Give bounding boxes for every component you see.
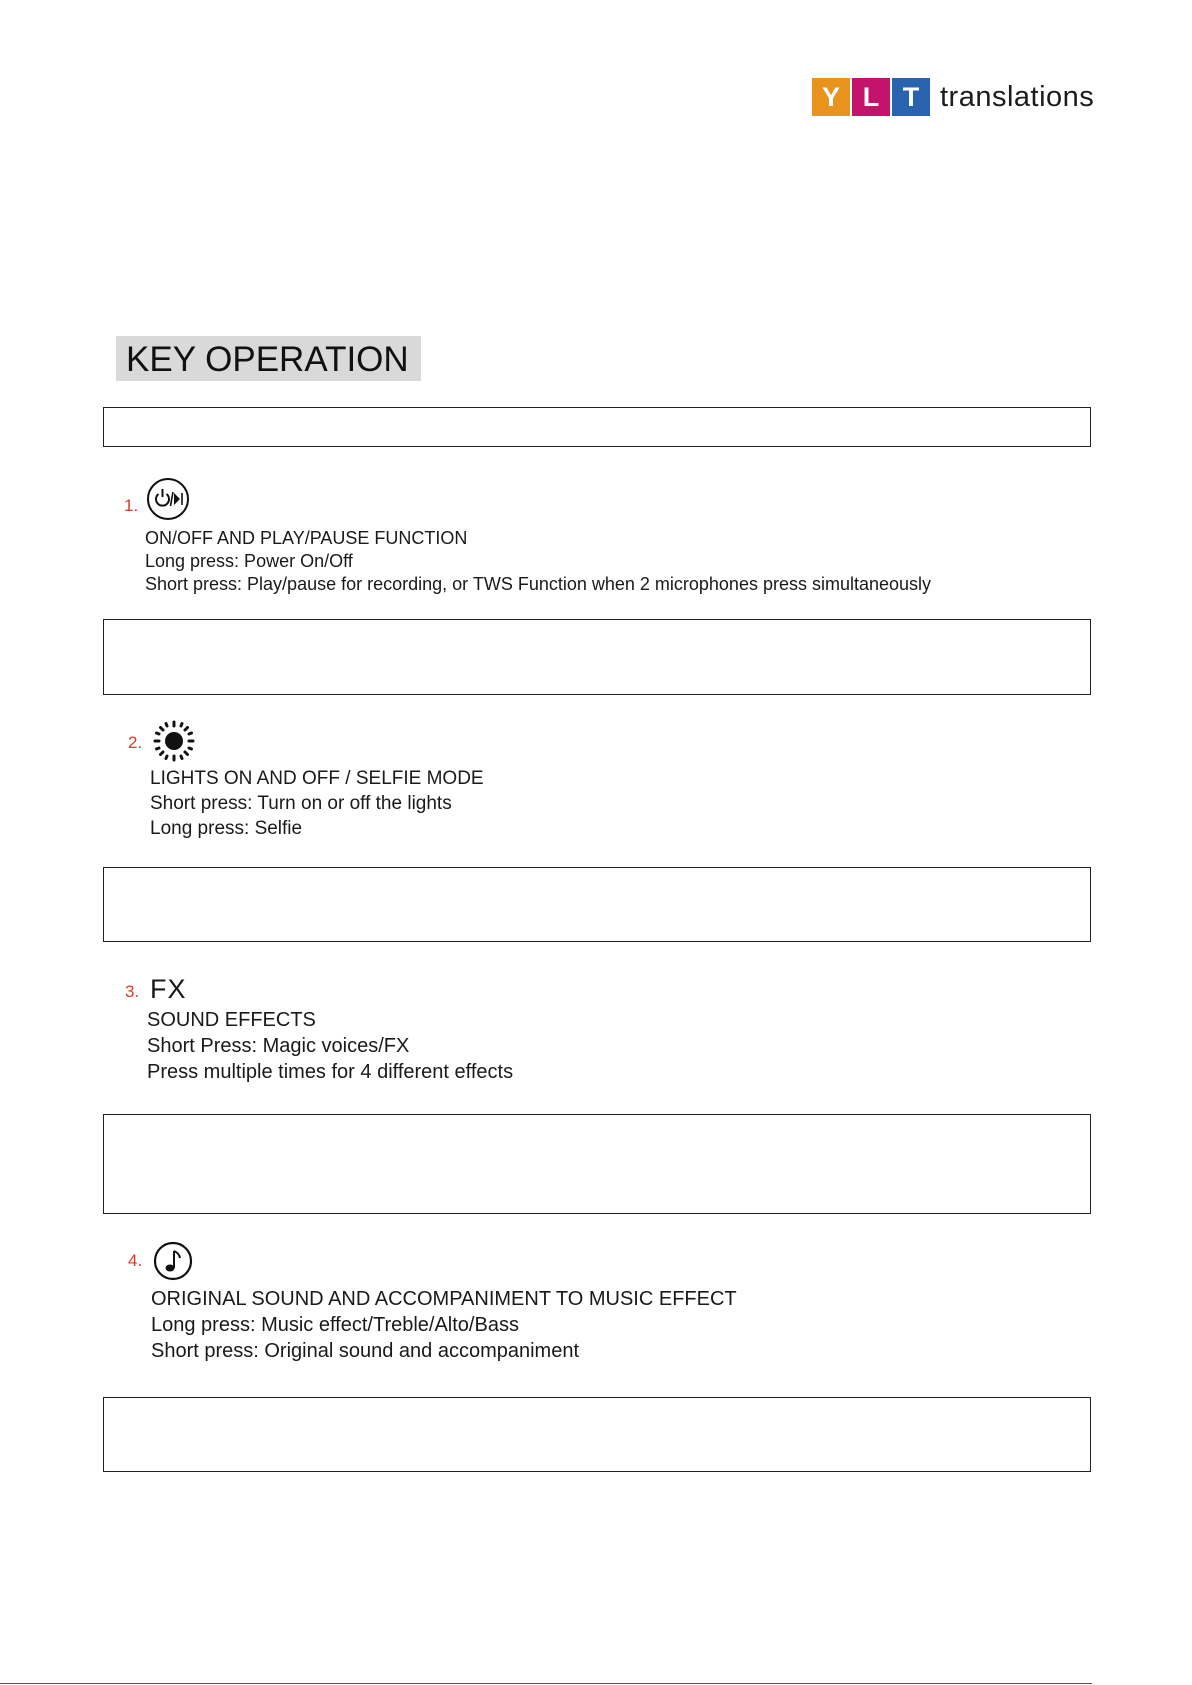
logo-letter-t: T xyxy=(892,78,930,116)
section-line: Long press: Selfie xyxy=(150,818,303,839)
translation-box xyxy=(103,1114,1091,1214)
translation-box xyxy=(103,1397,1091,1472)
light-icon xyxy=(152,719,196,763)
section-line: Short press: Turn on or off the lights xyxy=(150,793,452,814)
section-line: Short press: Original sound and accompaniment xyxy=(151,1340,580,1362)
power-play-pause-icon xyxy=(146,477,190,521)
section-line: Press multiple times for 4 different effects xyxy=(147,1061,514,1083)
translation-box xyxy=(103,407,1091,447)
logo-letter-l: L xyxy=(852,78,890,116)
logo-letter-y: Y xyxy=(812,78,850,116)
translation-box xyxy=(103,619,1091,695)
section-number: 3. xyxy=(125,982,140,1001)
ylt-logo xyxy=(812,78,1094,116)
section-line: Short press: Play/pause for recording, or TWS Function when 2 microphones press simultaneously xyxy=(145,574,932,594)
section-title: LIGHTS ON AND OFF / SELFIE MODE xyxy=(150,768,484,789)
section-number: 4. xyxy=(128,1251,143,1270)
section-title: ORIGINAL SOUND AND ACCOMPANIMENT TO MUSIC EFFECT xyxy=(151,1288,737,1310)
fx-label: FX xyxy=(150,974,187,1004)
music-note-icon xyxy=(153,1241,193,1281)
translation-box xyxy=(103,867,1091,942)
section-title: SOUND EFFECTS xyxy=(147,1009,316,1031)
section-title: ON/OFF AND PLAY/PAUSE FUNCTION xyxy=(145,528,468,548)
section-line: Short Press: Magic voices/FX xyxy=(147,1035,410,1057)
page-bottom-rule xyxy=(0,1683,1092,1684)
section-line: Long press: Music effect/Treble/Alto/Bass xyxy=(151,1314,519,1336)
section-line: Long press: Power On/Off xyxy=(145,551,353,571)
logo-word: translations xyxy=(940,80,1095,113)
section-number: 2. xyxy=(128,733,143,752)
page-title: KEY OPERATION xyxy=(116,336,421,381)
section-number: 1. xyxy=(124,496,139,515)
